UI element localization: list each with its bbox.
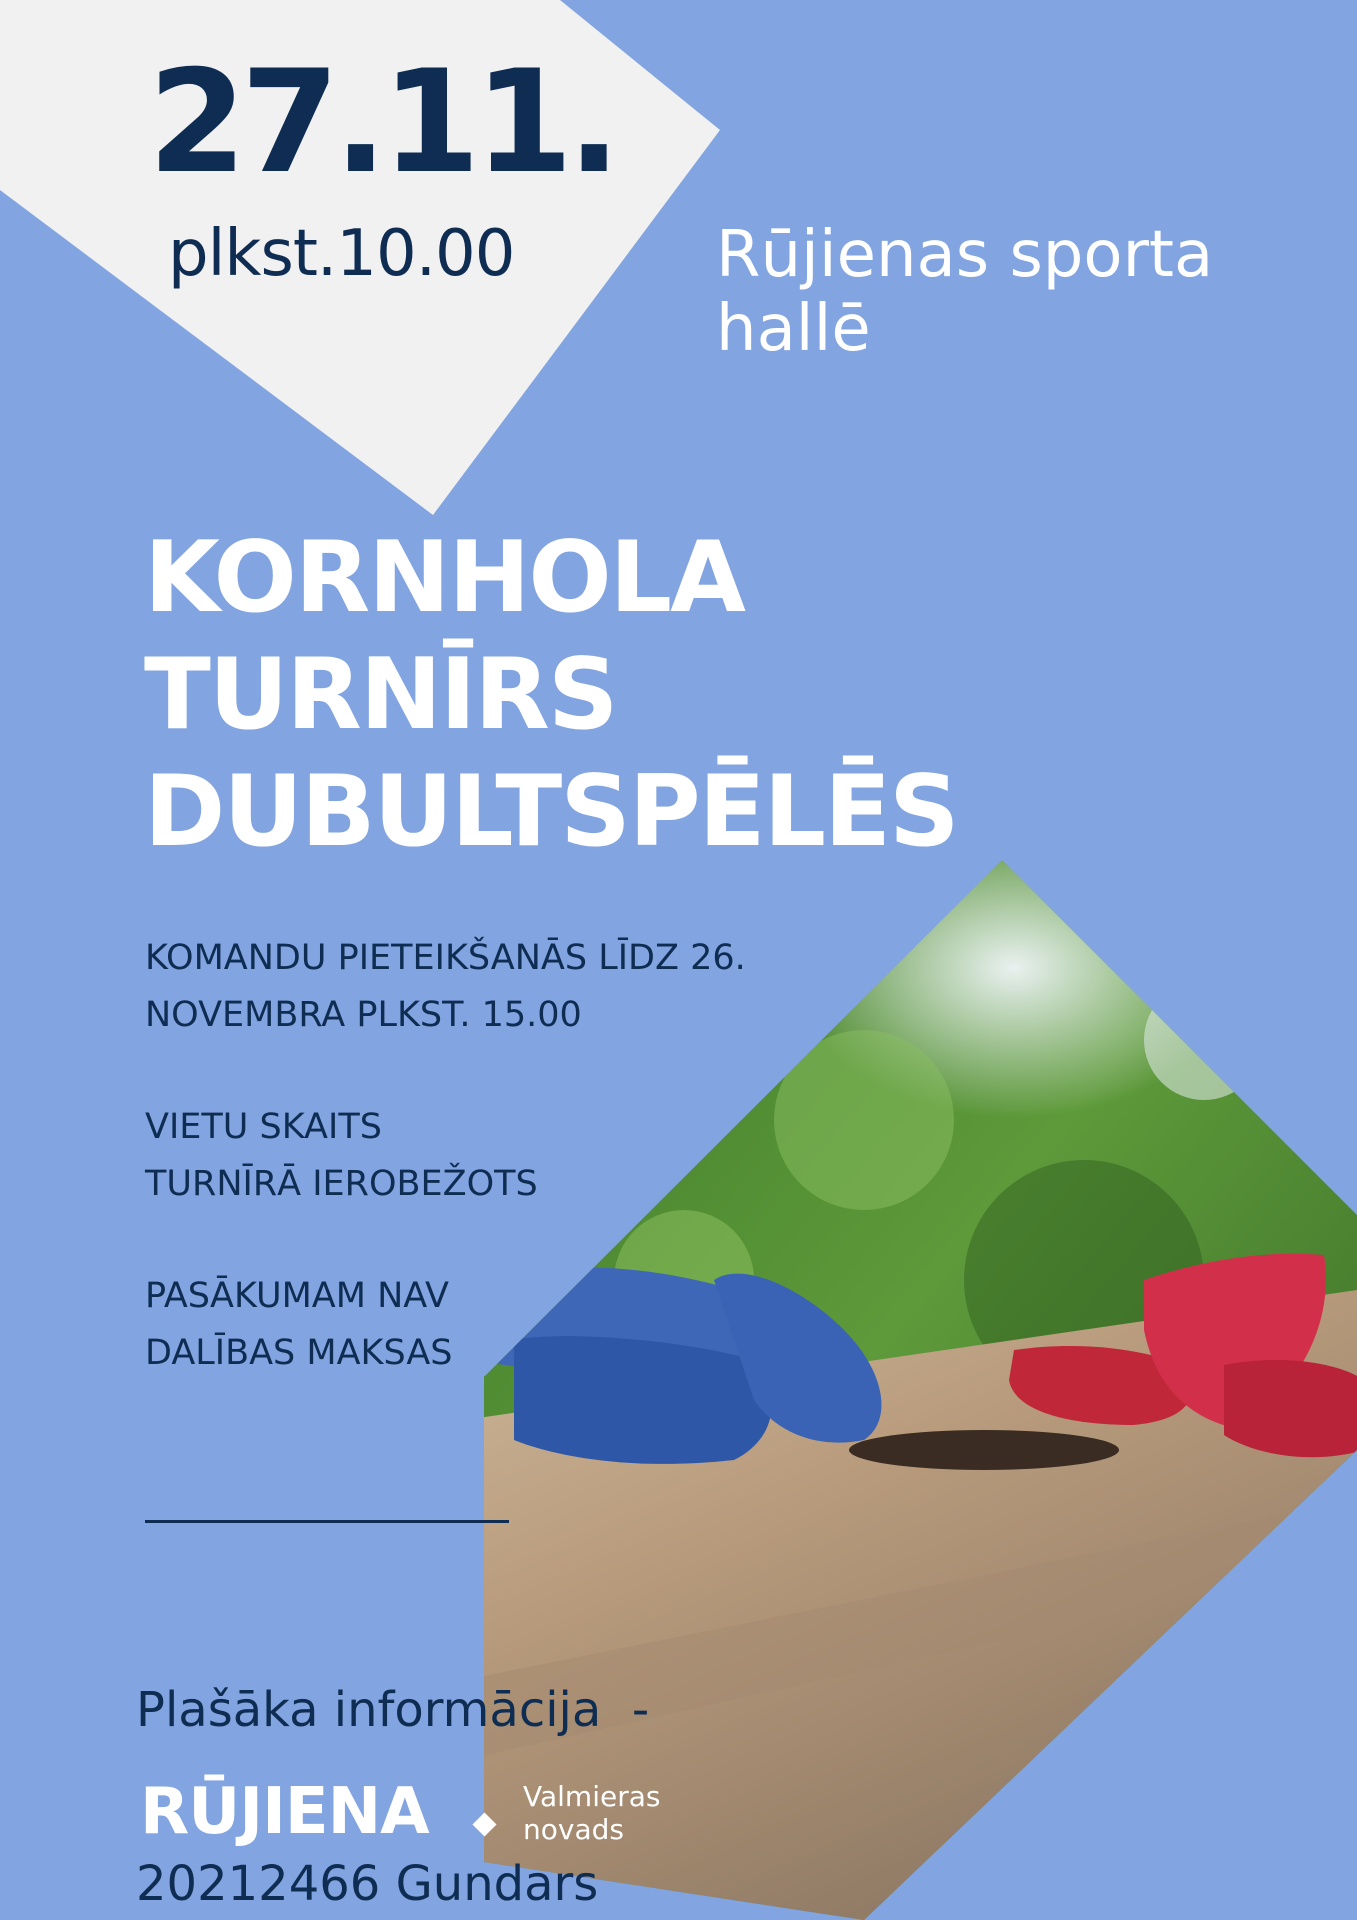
region-line: novads (523, 1813, 624, 1846)
event-details (145, 930, 865, 1437)
contact-info (136, 1565, 649, 1920)
detail-line: KOMANDU PIETEIKŠANĀS LĪDZ 26. (145, 938, 746, 978)
title-line: KORNHOLA (144, 521, 744, 635)
contact-line: 20212466 Gundars (136, 1856, 599, 1912)
detail-line: TURNĪRĀ IEROBEŽOTS (145, 1164, 538, 1204)
venue-line: hallē (716, 292, 871, 366)
event-date: 27.11. (148, 40, 616, 205)
event-title (144, 520, 958, 871)
event-venue (716, 218, 1276, 366)
detail-item (145, 1268, 865, 1382)
event-time: plkst.10.00 (168, 217, 515, 291)
detail-line: DALĪBAS MAKSAS (145, 1333, 453, 1373)
detail-line: PASĀKUMAM NAV (145, 1276, 449, 1316)
title-line: DUBULTSPĒLĒS (144, 755, 958, 869)
region-line: Valmieras (523, 1780, 661, 1813)
divider (145, 1520, 509, 1523)
venue-line: Rūjienas sporta (716, 218, 1214, 292)
title-line: TURNĪRS (144, 638, 617, 752)
detail-item (145, 1099, 865, 1213)
region-name (523, 1780, 660, 1846)
contact-line: Plašāka informācija - (136, 1682, 650, 1738)
detail-item (145, 930, 865, 1044)
rujiena-logo: RŪJIENA (140, 1775, 429, 1849)
detail-line: NOVEMBRA PLKST. 15.00 (145, 995, 582, 1035)
detail-line: VIETU SKAITS (145, 1107, 382, 1147)
